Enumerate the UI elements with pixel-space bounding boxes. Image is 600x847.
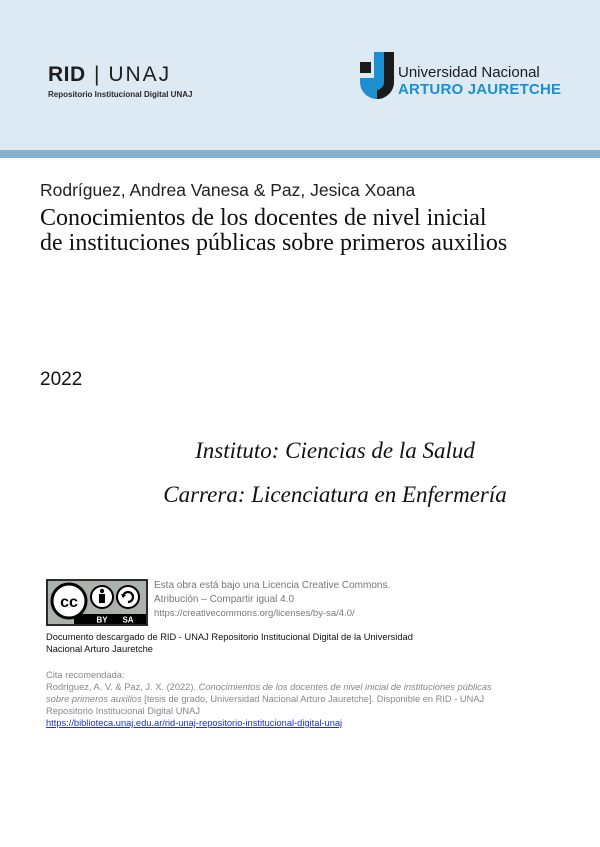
document-year: 2022 xyxy=(40,369,83,390)
document-authors: Rodríguez, Andrea Vanesa & Paz, Jesica Xoana xyxy=(40,180,416,200)
document-title xyxy=(40,206,580,256)
universidad-logo xyxy=(360,52,565,102)
universidad-name xyxy=(398,65,561,97)
citation-title-1: Conocimientos de los docentes de nivel inicial de instituciones públicas xyxy=(198,682,492,692)
citation-heading: Cita recomendada: xyxy=(46,670,125,680)
download-line-1: Documento descargado de RID - UNAJ Repositorio Institucional Digital de la Universidad xyxy=(46,632,413,642)
citation-prefix: Rodríguez, A. V. & Paz, J. X. (2022). xyxy=(46,682,199,692)
citation-block xyxy=(46,669,546,729)
unaj-emblem-icon xyxy=(360,52,394,100)
cc-by-sa-badge-icon xyxy=(46,579,148,626)
rid-logo-wordmark xyxy=(48,64,192,85)
citation-link[interactable]: https://biblioteca.unaj.edu.ar/rid-unaj-repositorio-institucional-digital-unaj xyxy=(46,718,343,728)
universidad-line1: Universidad Nacional xyxy=(398,64,540,81)
cc-badge-cc: cc xyxy=(60,594,78,611)
download-line-2: Nacional Arturo Jauretche xyxy=(46,644,153,654)
citation-body xyxy=(46,681,546,705)
title-line-1: Conocimientos de los docentes de nivel inicial xyxy=(40,205,487,231)
unaj-text: UNAJ xyxy=(108,63,172,86)
rid-text: RID xyxy=(48,63,86,86)
cc-badge-sa: SA xyxy=(122,615,134,625)
document-instituto: Instituto: Ciencias de la Salud xyxy=(195,438,475,463)
license-url[interactable]: https://creativecommons.org/licenses/by-sa/4.0/ xyxy=(154,608,355,619)
universidad-line2: ARTURO JAURETCHE xyxy=(398,81,562,98)
license-text xyxy=(154,579,390,621)
license-line-1: Esta obra está bajo una Licencia Creative Commons. xyxy=(154,580,391,591)
rid-separator: | xyxy=(94,63,100,86)
document-carrera: Carrera: Licenciatura en Enfermería xyxy=(163,482,507,507)
citation-title-2: sobre primeros auxilios xyxy=(46,694,142,704)
citation-suffix: [tesis de grado, Universidad Nacional Arturo Jauretche]. Disponible en RID - UNAJ xyxy=(141,694,485,704)
license-line-2: Atribución – Compartir igual 4.0 xyxy=(154,594,295,605)
rid-subtitle: Repositorio Institucional Digital UNAJ xyxy=(48,90,193,99)
citation-repo: Repositorio Institucional Digital UNAJ xyxy=(46,706,200,716)
download-notice xyxy=(46,631,466,655)
header-divider xyxy=(0,150,600,158)
title-line-2: de instituciones públicas sobre primeros auxilios xyxy=(40,230,508,256)
cc-badge-by: BY xyxy=(96,615,108,625)
header-banner xyxy=(0,0,600,150)
rid-unaj-logo xyxy=(48,64,192,99)
